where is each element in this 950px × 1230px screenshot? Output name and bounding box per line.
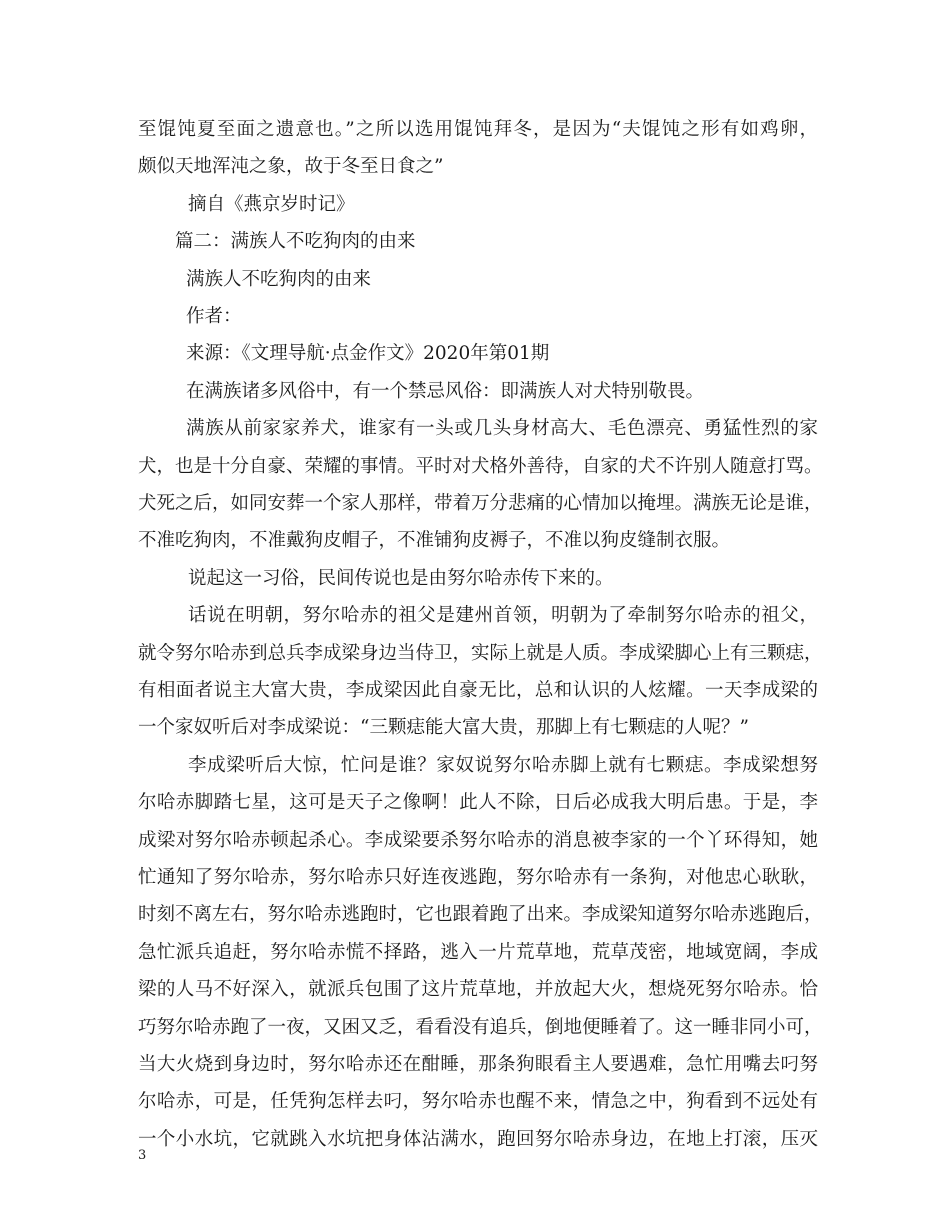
text-line: 篇二：满族人不吃狗肉的由来 [175, 231, 416, 252]
text-line: 成梁对努尔哈赤顿起杀心。李成梁要杀努尔哈赤的消息被李家的一个丫环得知，她 [138, 830, 818, 851]
text-line: 巧努尔哈赤跑了一夜，又困又乏，看看没有追兵，倒地便睡着了。这一睡非同小可， [138, 1017, 823, 1038]
text-line: 尔哈赤脚踏七星，这可是天子之像啊！此人不除，日后必成我大明后患。于是，李 [138, 792, 818, 813]
text-line: 犬，也是十分自豪、荣耀的事情。平时对犬格外善待，自家的犬不许别人随意打骂。 [138, 456, 823, 477]
text-line: 作者： [186, 306, 242, 327]
text-line: 话说在明朝，努尔哈赤的祖父是建州首领，明朝为了牵制努尔哈赤的祖父， [188, 605, 818, 626]
text-line: 时刻不离左右，努尔哈赤逃跑时，它也跟着跑了出来。李成梁知道努尔哈赤逃跑后， [138, 904, 823, 925]
text-line: 说起这一习俗，民间传说也是由努尔哈赤传下来的。 [188, 568, 614, 589]
text-line: 来源：《文理导航·点金作文》2020年第01期 [186, 343, 550, 364]
text-line: 摘自《燕京岁时记》 [188, 194, 355, 215]
text-line: 忙通知了努尔哈赤，努尔哈赤只好连夜逃跑，努尔哈赤有一条狗，对他忠心耿耿， [138, 867, 818, 888]
text-line: 梁的人马不好深入，就派兵包围了这片荒草地，并放起大火，想烧死努尔哈赤。恰 [138, 979, 818, 1000]
text-line: 就令努尔哈赤到总兵李成梁身边当侍卫，实际上就是人质。李成梁脚心上有三颗痣， [138, 643, 823, 664]
text-line: 尔哈赤，可是，任凭狗怎样去叼，努尔哈赤也醒不来，情急之中，狗看到不远处有 [138, 1091, 818, 1112]
text-line: 李成梁听后大惊，忙问是谁？家奴说努尔哈赤脚上就有七颗痣。李成梁想努 [188, 755, 818, 776]
text-line: 一个家奴听后对李成梁说：“三颗痣能大富大贵，那脚上有七颗痣的人呢？” [138, 717, 749, 738]
text-line: 有相面者说主大富大贵，李成梁因此自豪无比，总和认识的人炫耀。一天李成梁的 [138, 680, 818, 701]
page-number: 3 [138, 1148, 147, 1163]
text-line: 颇似天地浑沌之象，故于冬至日食之” [138, 156, 444, 177]
text-line: 满族从前家家养犬，谁家有一头或几头身材高大、毛色漂亮、勇猛性烈的家 [186, 418, 818, 439]
text-line: 当大火烧到身边时，努尔哈赤还在酣睡，那条狗眼看主人要遇难，急忙用嘴去叼努 [138, 1054, 818, 1075]
text-line: 不准吃狗肉，不准戴狗皮帽子，不准铺狗皮褥子，不准以狗皮缝制衣服。 [138, 530, 731, 551]
text-line: 在满族诸多风俗中，有一个禁忌风俗：即满族人对犬特别敬畏。 [186, 381, 705, 402]
text-line: 一个小水坑，它就跳入水坑把身体沾满水，跑回努尔哈赤身边，在地上打滚，压灭 [138, 1129, 818, 1150]
text-line: 犬死之后，如同安葬一个家人那样，带着万分悲痛的心情加以掩埋。满族无论是谁， [138, 493, 823, 514]
text-line: 急忙派兵追赶，努尔哈赤慌不择路，逃入一片荒草地，荒草茂密，地域宽阔，李成 [138, 942, 818, 963]
text-line: 至馄饨夏至面之遗意也。”之所以选用馄饨拜冬，是因为“夫馄饨之形有如鸡卵， [138, 119, 818, 140]
text-line: 满族人不吃狗肉的由来 [186, 269, 372, 290]
